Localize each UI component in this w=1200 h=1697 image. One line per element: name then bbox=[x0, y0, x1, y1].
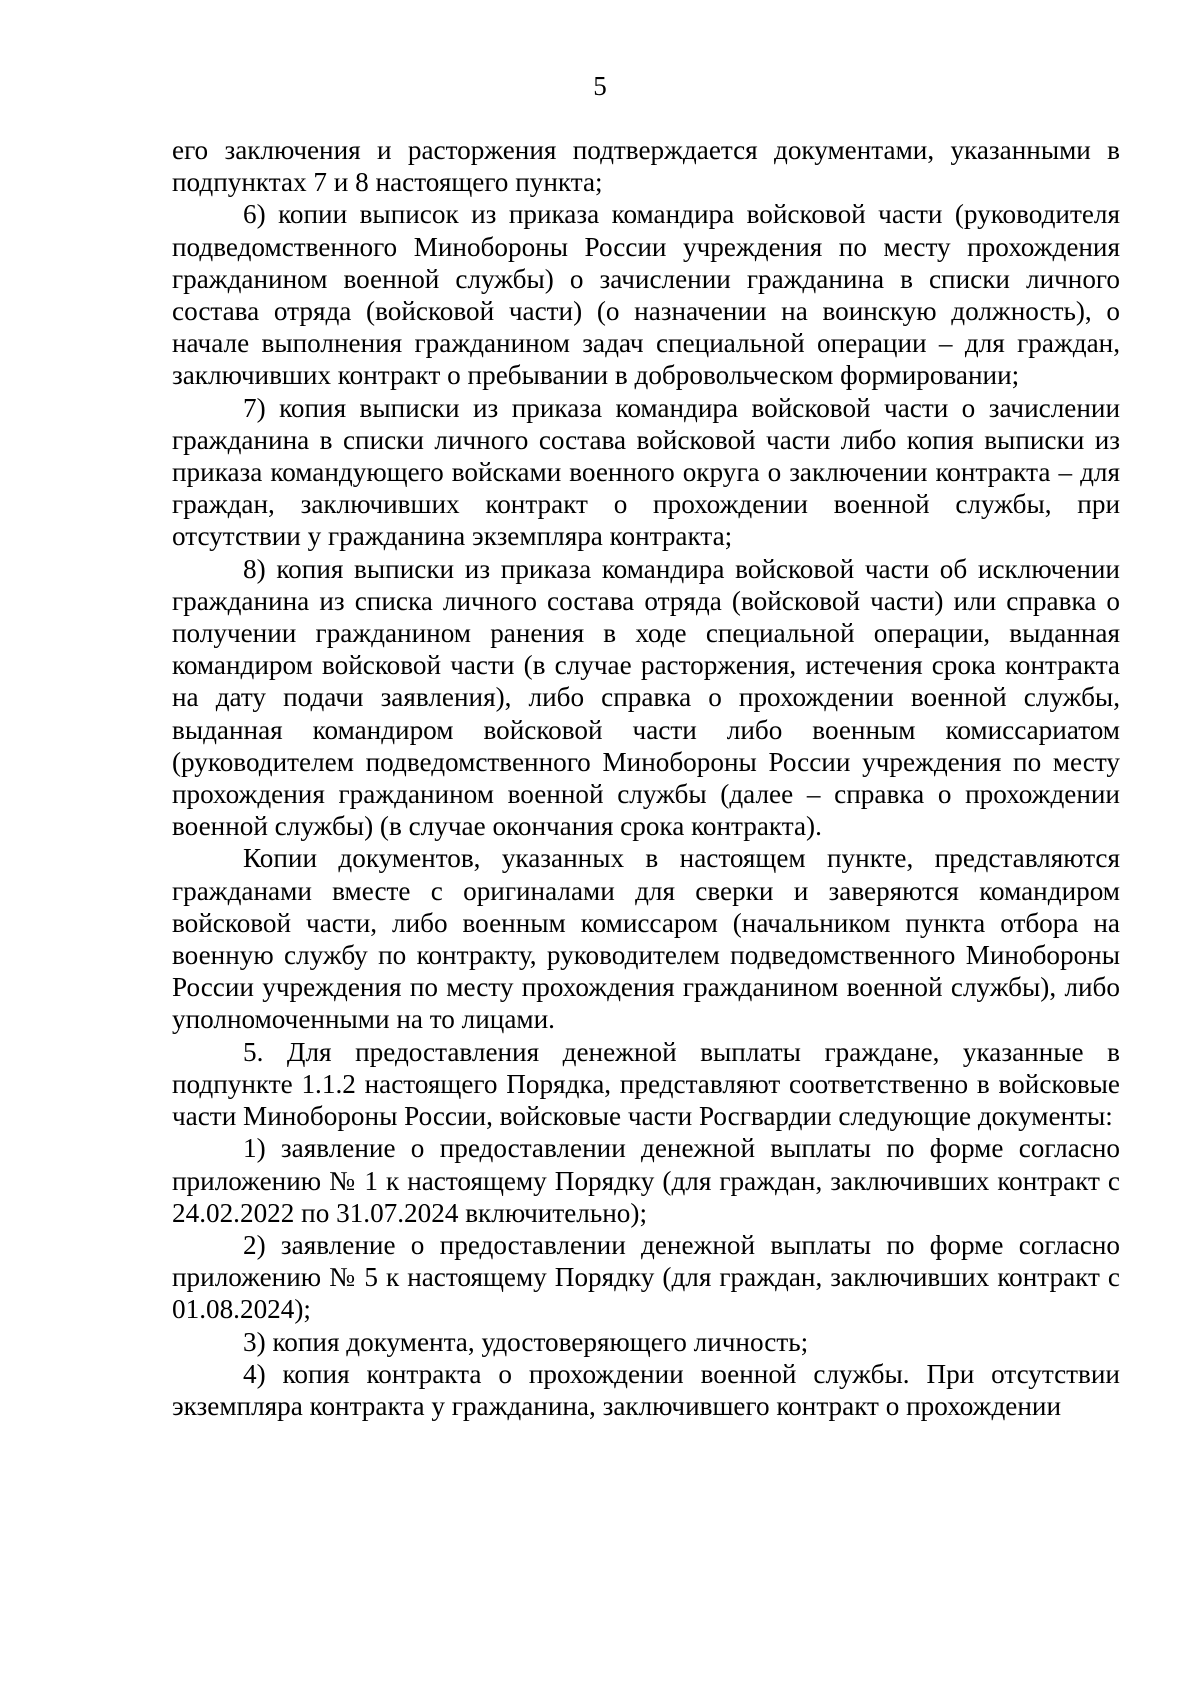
paragraph-item-8: 8) копия выписки из приказа командира войсковой части об исключении гражданина из списка личного состава отряда (войсковой части) или справка о получении гражданином ранения в ходе специальной операции, выданная командиром войсковой части (в случае расторжения, истечения срока контракта на дату подачи заявления), либо справка о прохождении военной службы, выданная командиром войсковой части либо военным комиссариатом (руководителем подведомственного Минобороны России учреждения по месту прохождения гражданином военной службы (далее – справка о прохождении военной службы) (в случае окончания срока контракта). bbox=[172, 553, 1120, 842]
paragraph-item-1: 1) заявление о предоставлении денежной выплаты по форме согласно приложению № 1 к настоящему Порядку (для граждан, заключивших контракт с 24.02.2022 по 31.07.2024 включительно); bbox=[172, 1133, 1120, 1228]
paragraph-item-2: 2) заявление о предоставлении денежной выплаты по форме согласно приложению № 5 к настоящему Порядку (для граждан, заключивших контракт с 01.08.2024); bbox=[172, 1229, 1120, 1325]
page-number: 5 bbox=[593, 71, 607, 101]
paragraph-item-7: 7) копия выписки из приказа командира войсковой части о зачислении гражданина в списки личного состава войсковой части либо копия выписки из приказа командующего войсками военного округа о заключении контракта – для граждан, заключивших контракт о прохождении военной службы, при отсутствии у гражданина экземпляра контракта; bbox=[172, 392, 1120, 552]
paragraph: его заключения и расторжения подтверждается документами, указанными в подпунктах 7 и 8 настоящего пункта; bbox=[172, 135, 1120, 198]
paragraph-copies-note: Копии документов, указанных в настоящем пункте, представляются гражданами вместе с оригиналами для сверки и заверяются командиром войсковой части, либо военным комиссаром (начальником пункта отбора на военную службу по контракту, руководителем подведомственного Минобороны России учреждения по месту прохождения гражданином военной службы), либо уполномоченными на то лицами. bbox=[172, 843, 1120, 1035]
paragraph-section-5: 5. Для предоставления денежной выплаты граждане, указанные в подпункте 1.1.2 настоящего Порядка, представляют соответственно в войсковые части Минобороны России, войсковые части Росгвардии следующие документы: bbox=[172, 1036, 1120, 1132]
document-body bbox=[172, 134, 1120, 1422]
paragraph-item-6: 6) копии выписок из приказа командира войсковой части (руководителя подведомственного Минобороны России учреждения по месту прохождения гражданином военной службы) о зачислении гражданина в списки личного состава отряда (войсковой части) (о назначении на воинскую должность), о начале выполнения гражданином задач специальной операции – для граждан, заключивших контракт о пребывании в добровольческом формировании; bbox=[172, 199, 1120, 391]
paragraph-item-3: 3) копия документа, удостоверяющего личность; bbox=[243, 1326, 809, 1357]
paragraph-item-4: 4) копия контракта о прохождении военной службы. При отсутствии экземпляра контракта у гражданина, заключившего контракт о прохождении bbox=[172, 1358, 1120, 1421]
